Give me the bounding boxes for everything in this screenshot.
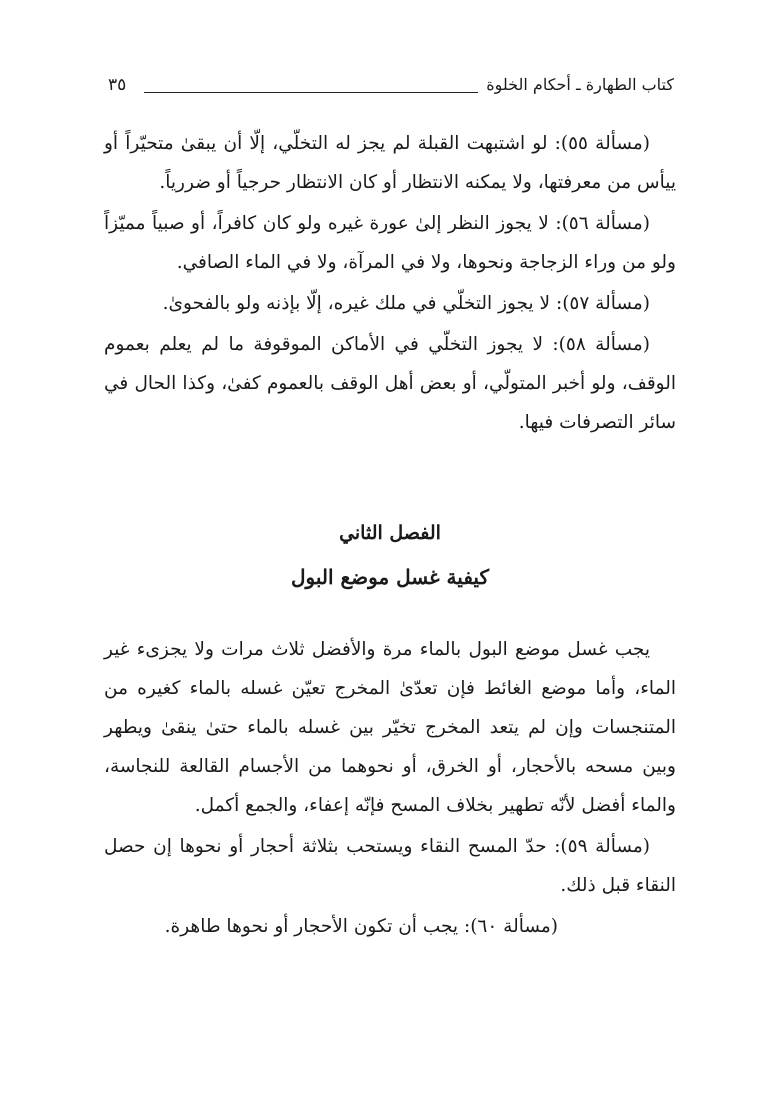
running-header	[108, 74, 674, 100]
book-title: كتاب الطهارة ـ أحكام الخلوة	[486, 75, 674, 94]
bottom-section	[104, 630, 676, 946]
paragraph-urine-washing: يجب غسل موضع البول بالماء مرة والأفضل ثلاث مرات ولا يجزىء غير الماء، وأما موضع الغائط فإن تعدّىٰ المخرج تعيّن غسله بالماء كغيره من المتنجسات وإن لم يتعد المخرج تخيّر بين غسله بالماء حتىٰ ينقىٰ ويطهر وبين مسحه بالأحجار، أو الخرق، أو نحوهما من الأجسام القالعة للنجاسة، والماء أفضل لأنّه تطهير بخلاف المسح فإنّه إعفاء، والجمع أكمل.	[104, 639, 676, 816]
paragraph-masala-56: (مسألة ٥٦): لا يجوز النظر إلىٰ عورة غيره ولو كان كافراً، أو صبياً مميّزاً ولو من وراء الزجاجة ونحوها، ولا في المرآة، ولا في الماء الصافي.	[104, 213, 676, 273]
page-number: ٣٥	[108, 75, 127, 95]
chapter-title: كيفية غسل موضع البول	[291, 565, 489, 589]
paragraph-masala-55: (مسألة ٥٥): لو اشتبهت القبلة لم يجز له التخلّي، إلّا أن يبقىٰ متحيّراً أو ييأس من معرفتها، ولا يمكنه الانتظار أو كان الانتظار حرجياً أو ضررياً.	[104, 133, 676, 193]
header-rule	[144, 92, 478, 93]
paragraph-masala-60: (مسألة ٦٠): يجب أن تكون الأحجار أو نحوها طاهرة.	[164, 916, 558, 937]
paragraph-masala-58: (مسألة ٥٨): لا يجوز التخلّي في الأماكن الموقوفة ما لم يعلم بعموم الوقف، ولو أخبر المتولّي، أو بعض أهل الوقف بالعموم كفىٰ، وكذا الحال في سائر التصرفات فيها.	[104, 334, 676, 433]
paragraph-masala-59: (مسألة ٥٩): حدّ المسح النقاء ويستحب بثلاثة أحجار أو نحوها إن حصل النقاء قبل ذلك.	[104, 836, 676, 896]
chapter-heading	[104, 518, 676, 592]
top-section	[104, 124, 676, 442]
paragraph-masala-57: (مسألة ٥٧): لا يجوز التخلّي في ملك غيره، إلّا بإذنه ولو بالفحوىٰ.	[162, 293, 650, 314]
chapter-label: الفصل الثاني	[339, 522, 441, 544]
